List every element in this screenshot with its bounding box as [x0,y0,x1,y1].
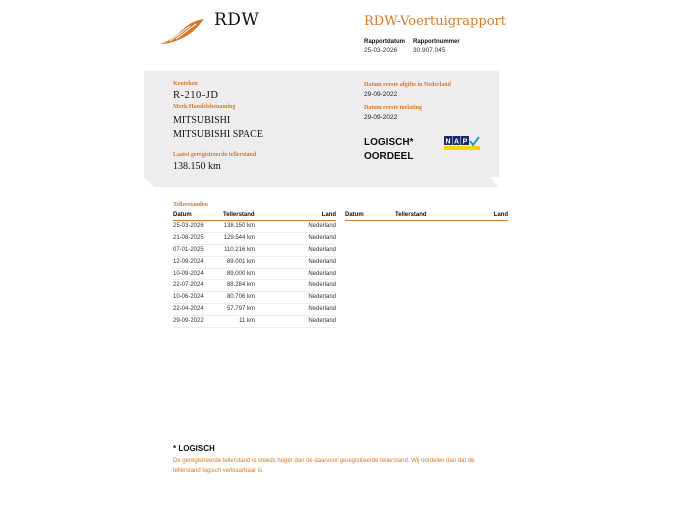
cell-odometer: 57.797 km [226,306,255,313]
cell-country: Nederland [308,270,336,277]
table-row [173,316,336,328]
nap-logo-icon [444,136,480,150]
column-header-date: Datum [173,212,192,218]
license-plate: R-210-JD [173,90,219,101]
cell-date: 25-03-2026 [173,223,204,229]
odometer-table-continued [345,212,508,221]
table-row [173,269,336,281]
cell-country: Nederland [308,282,336,289]
cell-odometer: 80.706 km [226,294,255,301]
column-header-odometer: Tellerstand [395,212,427,218]
cell-date: 29-09-2022 [173,318,204,325]
odometer-table [173,212,336,328]
cell-date: 07-01-2025 [173,246,204,253]
cell-date: 10-06-2024 [173,294,204,301]
vehicle-make: MITSUBISHI [173,115,231,126]
column-header-date: Datum [345,212,364,218]
plate-label: Kenteken [173,81,198,87]
table-header [173,212,336,221]
column-header-country: Land [321,212,336,218]
table-row [173,280,336,292]
odometer-value: 138.150 km [173,161,221,172]
cell-odometer: 11 km [239,318,255,325]
cell-country: Nederland [308,294,336,301]
report-number: 30.907.045 [413,47,446,54]
table-header [345,212,508,221]
cell-country: Nederland [308,223,336,229]
footnote-title: * LOGISCH [173,444,215,453]
column-header-odometer: Tellerstand [223,212,255,218]
svg-text:P: P [462,138,468,146]
table-row [173,245,336,257]
rdw-logo-icon [158,16,206,48]
cell-odometer: 89.000 km [226,270,255,277]
verdict-label: OORDEEL [364,151,414,162]
verdict-status: LOGISCH* [364,137,414,148]
cell-odometer: 89.001 km [226,258,255,265]
cell-odometer: 110.216 km [224,246,255,253]
table-row [173,292,336,304]
cell-country: Nederland [308,246,336,253]
table-row [173,304,336,316]
panel-corner [144,177,154,187]
cell-date: 22-04-2024 [173,306,204,313]
report-title: RDW-Voertuigrapport [364,14,506,29]
panel-corner [490,177,499,187]
cell-country: Nederland [308,234,336,241]
cell-odometer: 88.284 km [226,282,255,289]
vehicle-model: MITSUBISHI SPACE [173,129,263,140]
cell-odometer: 129.544 km [223,234,255,241]
cell-country: Nederland [308,258,336,265]
svg-text:A: A [453,138,460,146]
first-admission-label: Datum eerste toelating [364,105,422,111]
report-date: 25-03-2026 [364,47,398,54]
first-admission-nl-label: Datum eerste afgifte in Nederland [364,82,451,88]
svg-text:N: N [445,138,451,146]
cell-date: 12-09-2024 [173,258,204,265]
table-row [173,233,336,245]
column-header-country: Land [493,212,508,218]
cell-date: 21-08-2025 [173,234,204,241]
report-number-label: Rapportnummer [413,39,460,45]
odometer-table-title: Tellerstanden [173,202,208,208]
table-row [173,221,336,233]
cell-date: 10-09-2024 [173,270,204,277]
footnote-text: De geregistreerde tellerstand is steeds hoger dan de daarvoor geregistreerde tellerstand. Wij oordelen dan dat de tellerstand logisch verklaarbaar is. [173,458,475,474]
brand-name: RDW [214,10,260,30]
make-label: Merk/Handelsbenaming [173,104,236,110]
first-admission-nl: 29-09-2022 [364,91,398,98]
cell-date: 22-07-2024 [173,282,204,289]
first-admission: 29-09-2022 [364,114,398,121]
table-row [173,257,336,269]
report-date-label: Rapportdatum [364,39,405,45]
table-body [173,221,336,328]
cell-country: Nederland [308,306,336,313]
cell-odometer: 138.150 km [223,223,255,229]
odometer-label: Laatst geregistreerde tellerstand [173,152,257,158]
cell-country: Nederland [308,318,336,325]
